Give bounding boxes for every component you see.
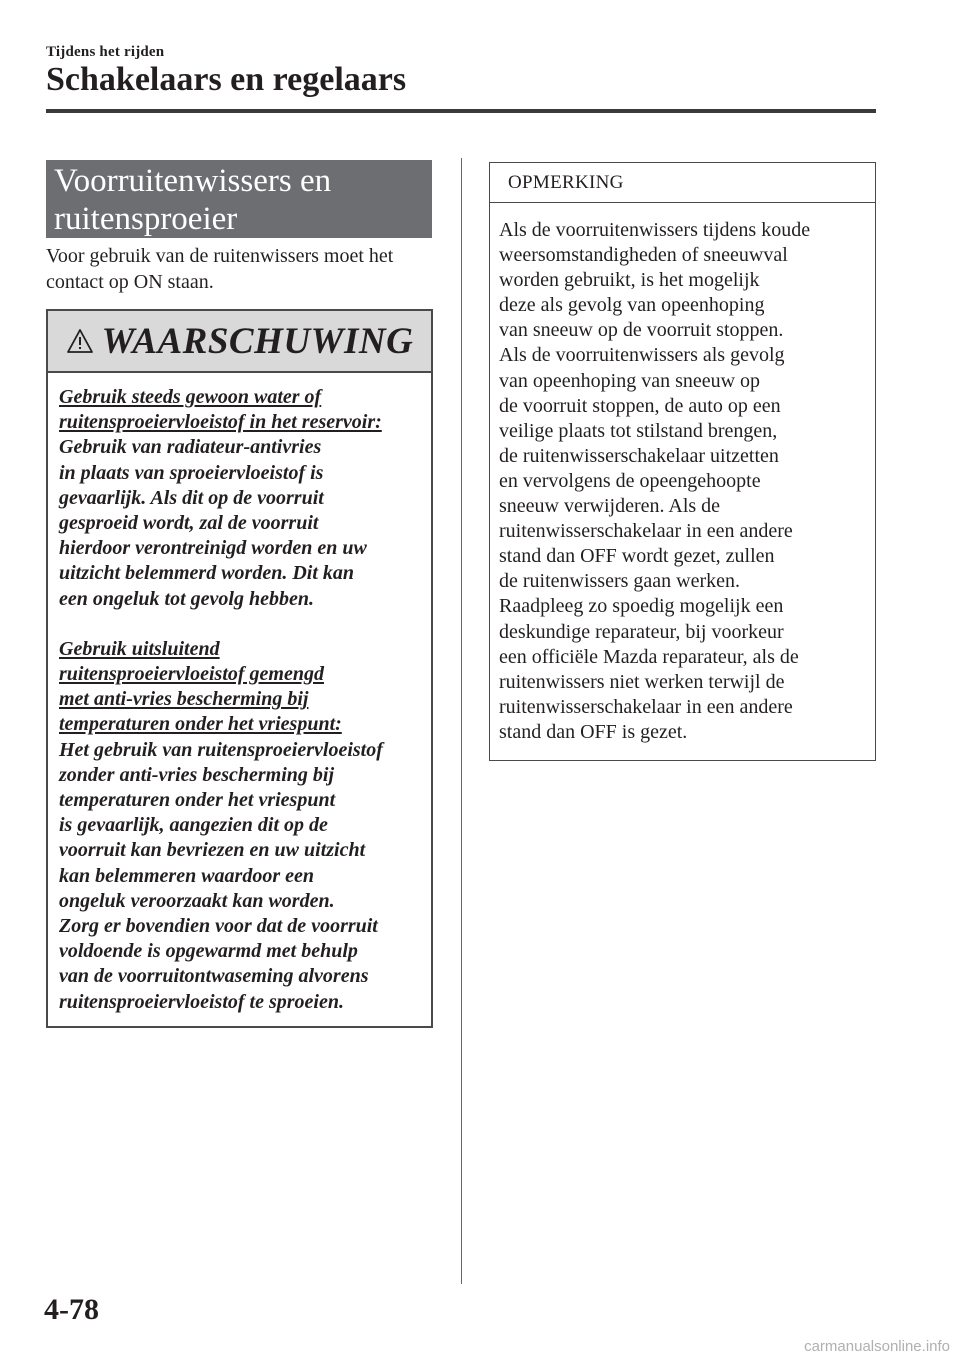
warning-lead-1 <box>59 385 421 435</box>
warning-lead-line: temperaturen onder het vriespunt: <box>59 713 342 736</box>
note-line: de ruitenwisserschakelaar uitzetten <box>499 444 779 467</box>
warning-text-line: van de voorruitontwaseming alvorens <box>59 965 369 988</box>
note-label: OPMERKING <box>490 163 875 203</box>
warning-lead-line: ruitensproeiervloeistof in het reservoir: <box>59 411 382 434</box>
section-heading-line: ruitensproeier <box>54 201 238 237</box>
warning-lead-2 <box>59 637 421 738</box>
chapter-title: Schakelaars en regelaars <box>46 61 407 98</box>
warning-header <box>48 311 431 373</box>
running-head: Tijdens het rijden <box>46 44 165 60</box>
warning-triangle-icon <box>66 328 94 354</box>
note-line: en vervolgens de opeengehoopte <box>499 469 761 492</box>
note-line: van opeenhoping van sneeuw op <box>499 369 761 392</box>
warning-lead-line: met anti-vries bescherming bij <box>59 688 309 711</box>
warning-lead-line: Gebruik steeds gewoon water of <box>59 386 322 408</box>
warning-text-line: Het gebruik van ruitensproeiervloeistof <box>59 738 383 761</box>
warning-lead-line: Gebruik uitsluitend <box>59 637 220 660</box>
warning-text-line: een ongeluk tot gevolg hebben. <box>59 587 314 610</box>
warning-lead-line: ruitensproeiervloeistof gemengd <box>59 663 324 686</box>
warning-text-line: ruitensproeiervloeistof te sproeien. <box>59 990 344 1013</box>
note-line: Raadpleeg zo spoedig mogelijk een <box>499 595 784 618</box>
column-divider <box>461 158 462 1284</box>
note-line: de ruitenwissers gaan werken. <box>499 570 741 593</box>
paragraph-gap <box>59 612 421 637</box>
note-line: een officiële Mazda reparateur, als de <box>499 645 799 668</box>
note-line: sneeuw verwijderen. Als de <box>499 495 721 518</box>
warning-text-line: temperaturen onder het vriespunt <box>59 789 336 812</box>
warning-text-2 <box>59 738 421 1015</box>
warning-text-1 <box>59 435 421 611</box>
note-line: Als de voorruitenwissers tijdens koude <box>499 219 811 241</box>
warning-text-line: Gebruik van radiateur-antivries <box>59 436 322 459</box>
page-number: 4-78 <box>44 1293 99 1326</box>
note-line: de voorruit stoppen, de auto op een <box>499 394 781 417</box>
site-watermark: carmanualsonline.info <box>804 1338 950 1355</box>
warning-text-line: ongeluk veroorzaakt kan worden. <box>59 889 335 912</box>
warning-text-line: in plaats van sproeiervloeistof is <box>59 461 324 484</box>
warning-text-line: voorruit kan bevriezen en uw uitzicht <box>59 839 366 862</box>
section-heading-line: Voorruitenwissers en <box>54 163 332 199</box>
note-line: stand dan OFF is gezet. <box>499 720 688 743</box>
note-line: ruitenwisserschakelaar in een andere <box>499 520 793 543</box>
note-line: stand dan OFF wordt gezet, zullen <box>499 545 775 568</box>
section-heading <box>46 160 432 238</box>
note-line: deze als gevolg van opeenhoping <box>499 294 765 317</box>
note-line: ruitenwisserschakelaar in een andere <box>499 695 793 718</box>
warning-text-line: hierdoor verontreinigd worden en uw <box>59 537 367 560</box>
warning-text-line: Zorg er bovendien voor dat de voorruit <box>59 915 378 938</box>
note-line: deskundige reparateur, bij voorkeur <box>499 620 784 643</box>
warning-text-line: voldoende is opgewarmd met behulp <box>59 940 358 963</box>
warning-label: WAARSCHUWING <box>101 320 414 362</box>
warning-text-line: uitzicht belemmerd worden. Dit kan <box>59 562 355 585</box>
intro-text: Voor gebruik van de ruitenwissers moet het contact op ON staan. <box>46 245 394 293</box>
note-line: veilige plaats tot stilstand brengen, <box>499 419 778 442</box>
note-box <box>489 162 876 761</box>
header-rule <box>46 109 876 113</box>
note-line: ruitenwissers niet werken terwijl de <box>499 670 785 693</box>
warning-text-line: gevaarlijk. Als dit op de voorruit <box>59 486 324 509</box>
warning-body <box>48 373 431 1015</box>
note-line: van sneeuw op de voorruit stoppen. <box>499 319 784 342</box>
warning-text-line: zonder anti-vries bescherming bij <box>59 763 335 786</box>
warning-text-line: gesproeid wordt, zal de voorruit <box>59 512 319 535</box>
note-line: Als de voorruitenwissers als gevolg <box>499 344 785 367</box>
warning-text-line: is gevaarlijk, aangezien dit op de <box>59 814 328 837</box>
warning-text-line: kan belemmeren waardoor een <box>59 864 314 887</box>
note-body <box>490 203 875 745</box>
note-line: worden gebruikt, is het mogelijk <box>499 269 760 292</box>
note-line: weersomstandigheden of sneeuwval <box>499 244 788 267</box>
warning-box <box>46 309 433 1028</box>
